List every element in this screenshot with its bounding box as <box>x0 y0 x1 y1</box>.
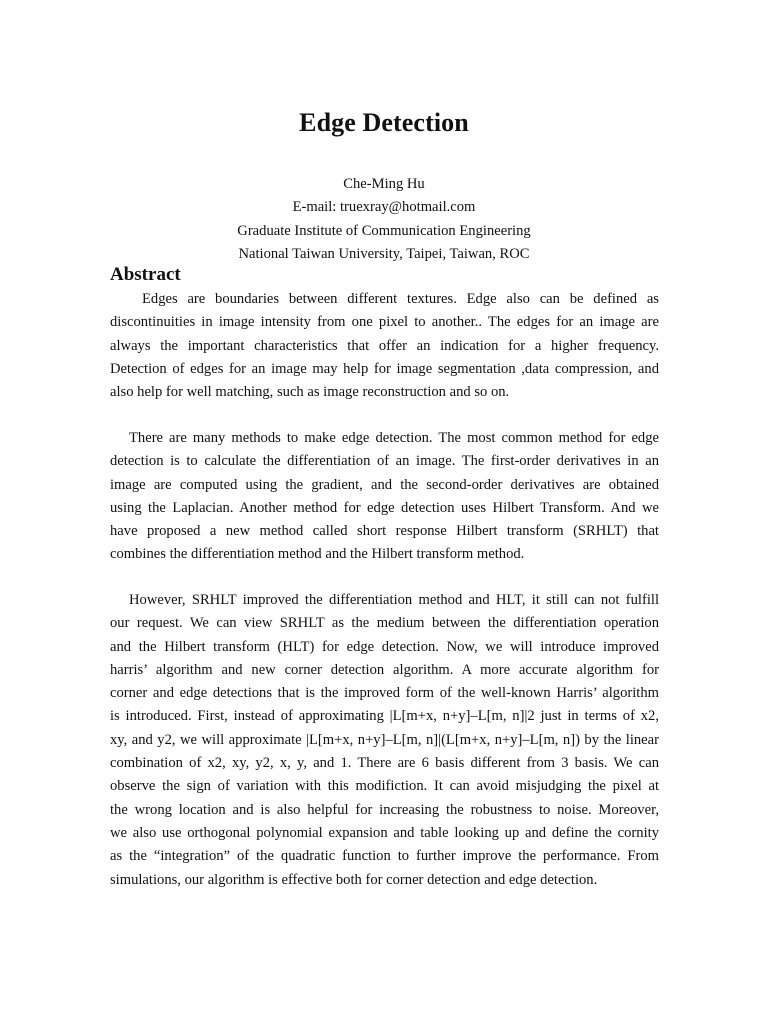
abstract-paragraph-2 <box>110 427 659 567</box>
paragraph-line: using the Laplacian. Another method for edge detection uses Hilbert Transform. And we <box>110 499 659 516</box>
paragraph-line: have proposed a new method called short response Hilbert transform (SRHLT) that <box>110 523 659 540</box>
author-email: E-mail: truexray@hotmail.com <box>292 199 476 216</box>
author-name: Che-Ming Hu <box>343 176 425 192</box>
paragraph-line: Detection of edges for an image may help for image segmentation ,data compression, and <box>110 360 659 377</box>
paragraph-line: corner and edge detections that is the improved form of the well-known Harris’ algorithm <box>110 685 659 702</box>
paragraph-line: image are computed using the gradient, and the second-order derivatives are obtained <box>110 476 659 493</box>
paragraph-line: xy, and y2, we will approximate |L[m+x, n+y]–L[m, n]|(L[m+x, n+y]–L[m, n]) by the linear <box>110 731 659 748</box>
paragraph-line: and the Hilbert transform (HLT) for edge detection. Now, we will introduce improved <box>110 638 659 655</box>
author-affiliation-university: National Taiwan University, Taipei, Taiwan, ROC <box>238 245 530 262</box>
paragraph-line: However, SRHLT improved the differentiation method and HLT, it still can not fulfill <box>129 592 659 608</box>
paragraph-line: as the “integration” of the quadratic function to further improve the performance. From <box>110 848 659 865</box>
paragraph-line: There are many methods to make edge detection. The most common method for edge <box>129 430 659 446</box>
abstract-heading: Abstract <box>110 264 181 285</box>
paragraph-line: combines the differentiation method and the Hilbert transform method. <box>110 546 525 563</box>
paragraph-line: discontinuities in image intensity from one pixel to another.. The edges for an image are <box>110 314 659 331</box>
paragraph-line: observe the sign of variation with this modifiction. It can avoid misjudging the pixel at <box>110 778 659 795</box>
paragraph-line: Edges are boundaries between different textures. Edge also can be defined as <box>142 291 659 307</box>
paragraph-line: detection is to calculate the differentiation of an image. The first-order derivatives in an <box>110 453 659 470</box>
paper-title: Edge Detection <box>299 108 469 137</box>
paragraph-line: also help for well matching, such as image reconstruction and so on. <box>110 384 510 401</box>
paragraph-line: our request. We can view SRHLT as the medium between the differentiation operation <box>110 615 659 632</box>
author-affiliation-institute: Graduate Institute of Communication Engineering <box>237 222 531 239</box>
author-block <box>0 173 768 266</box>
paragraph-line: the wrong location and is also helpful for increasing the robustness to noise. Moreover, <box>110 801 659 818</box>
abstract-paragraph-1 <box>110 288 659 404</box>
paragraph-line: is introduced. First, instead of approximating |L[m+x, n+y]–L[m, n]|2 just in terms of x2, <box>110 708 659 725</box>
paragraph-line: combination of x2, xy, y2, x, y, and 1. There are 6 basis different from 3 basis. We can <box>110 755 659 772</box>
paragraph-line: always the important characteristics that offer an indication for a higher frequency. <box>110 337 659 354</box>
paragraph-line: simulations, our algorithm is effective both for corner detection and edge detection. <box>110 871 598 888</box>
abstract-paragraph-3 <box>110 589 659 892</box>
paragraph-line: harris’ algorithm and new corner detection algorithm. A more accurate algorithm for <box>110 661 659 678</box>
paragraph-line: we also use orthogonal polynomial expansion and table looking up and define the cornity <box>110 824 659 841</box>
